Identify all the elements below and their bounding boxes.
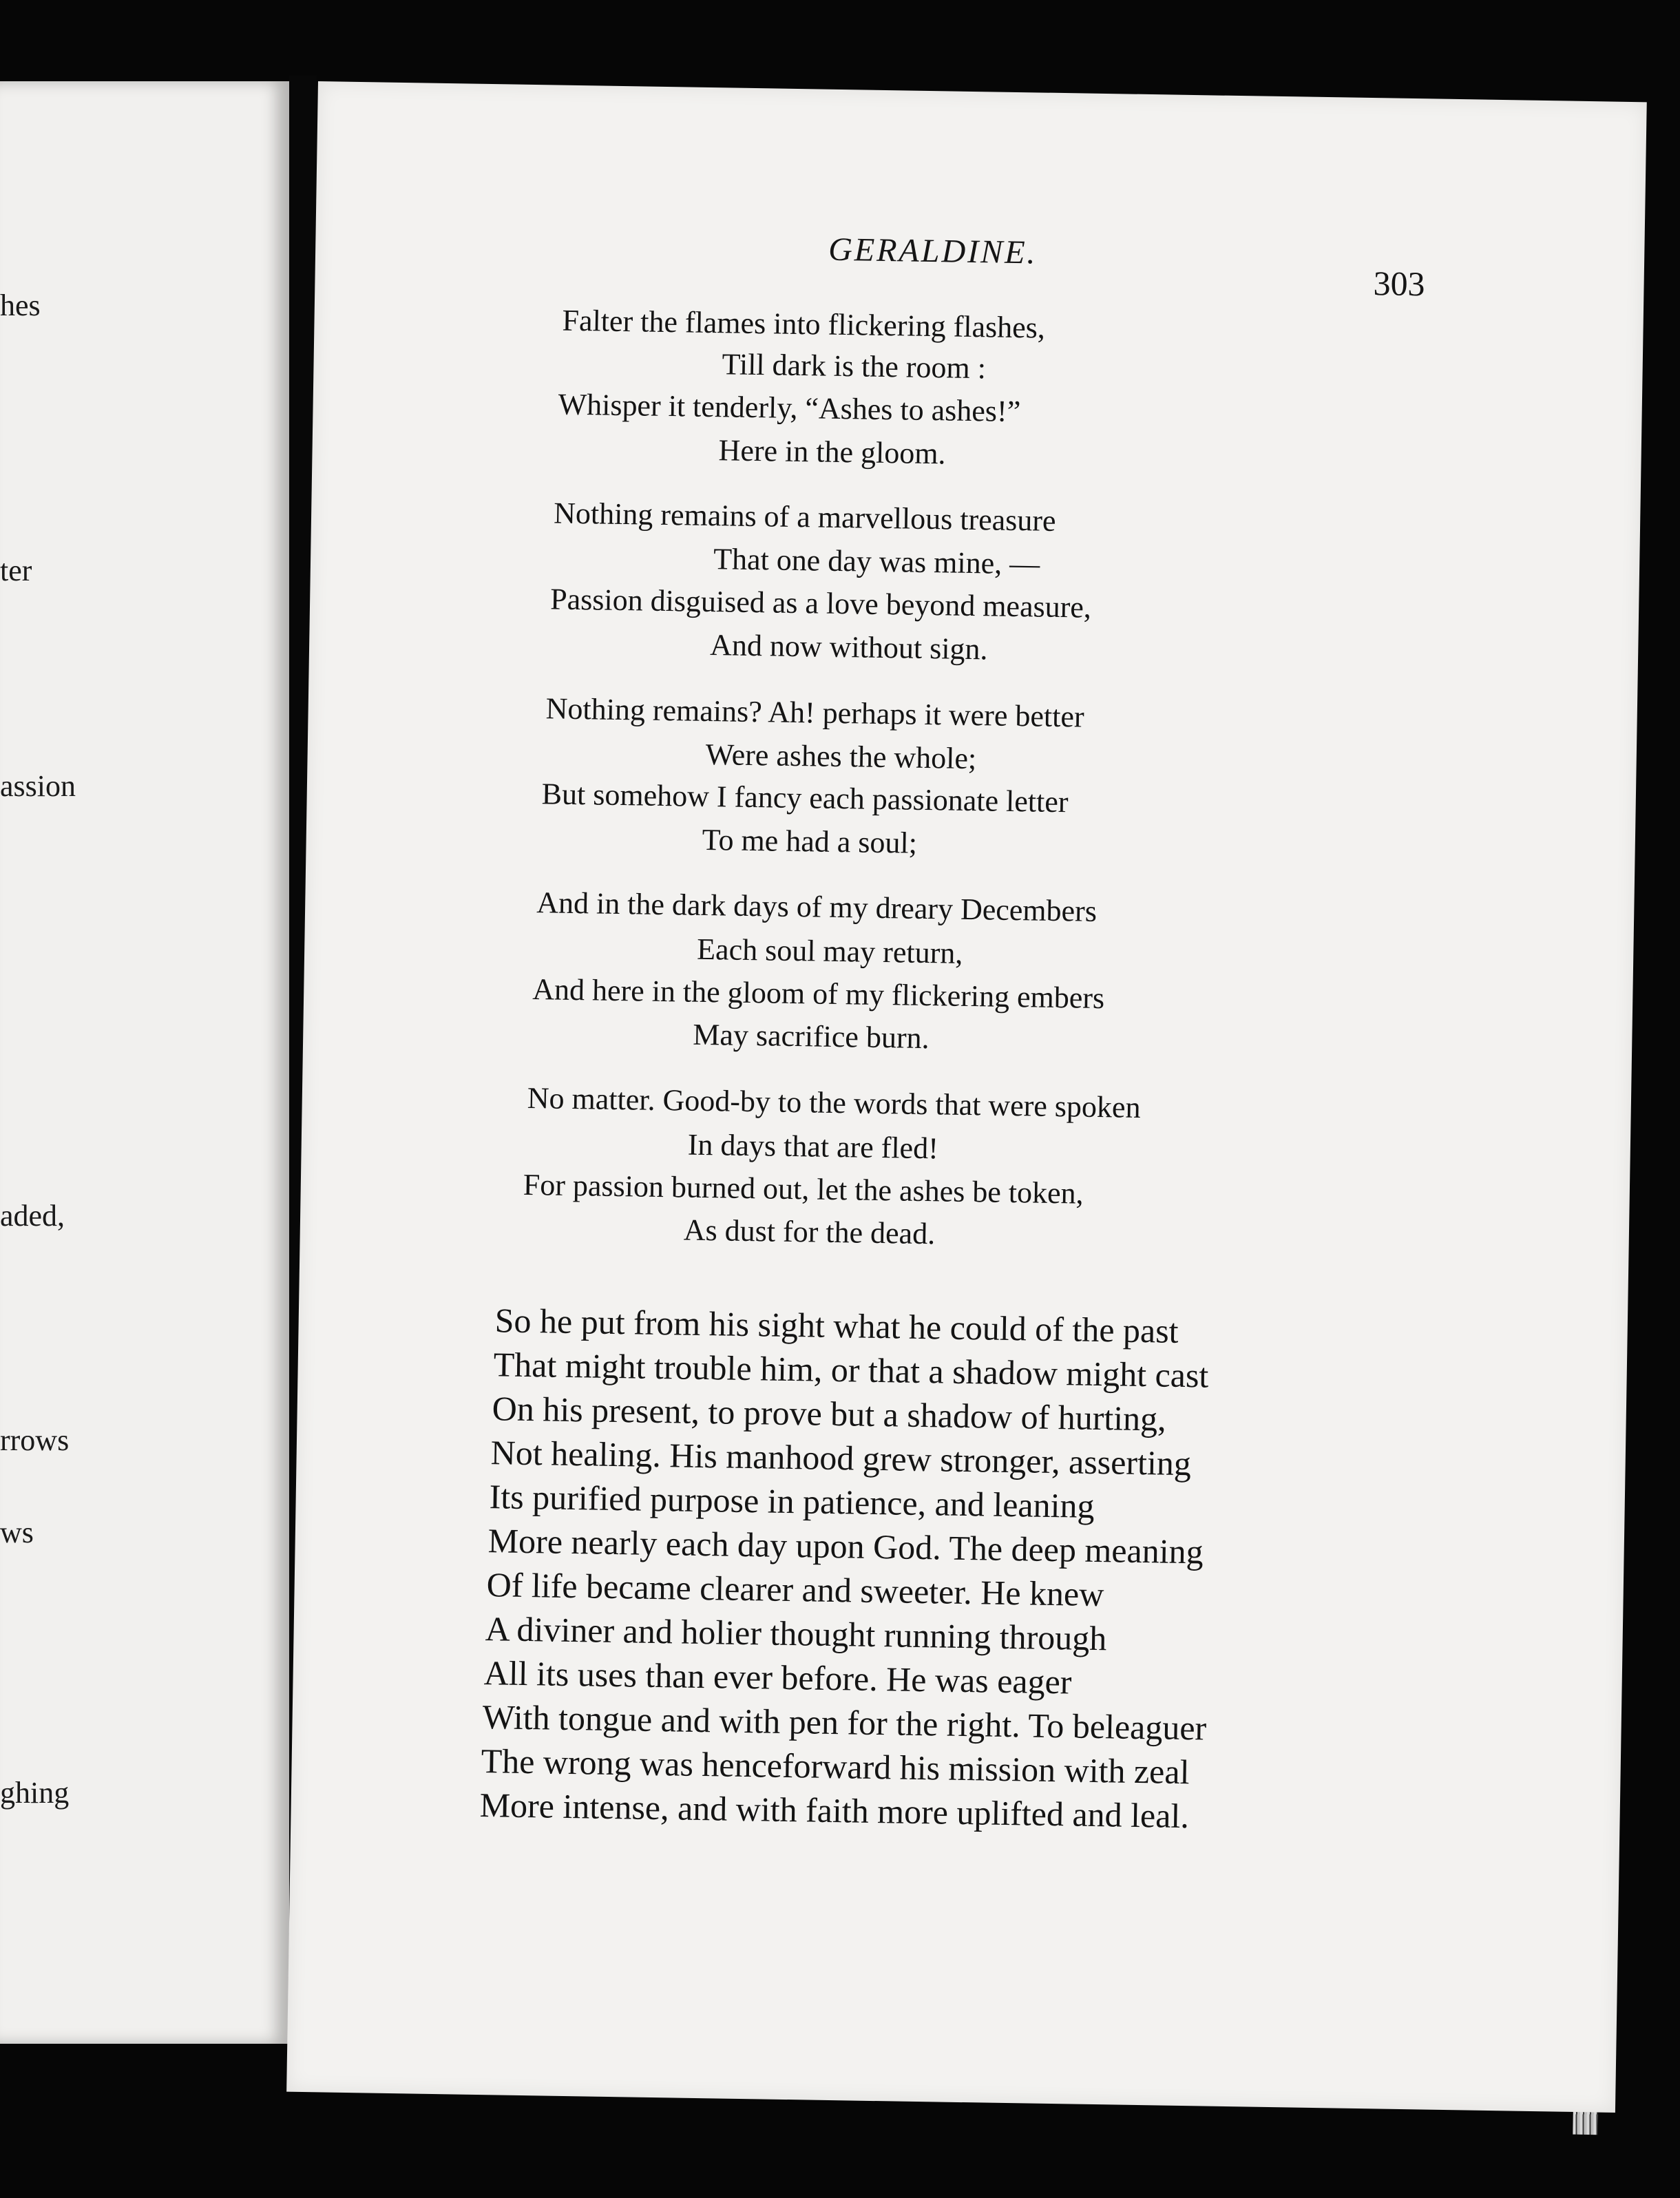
narrative-line: So he put from his sight what he could of the past	[494, 1301, 1179, 1350]
poem-line: To me had a soul;	[702, 822, 918, 860]
narrative-line: A diviner and holier thought running through	[485, 1609, 1107, 1658]
poem-line: Nothing remains? Ah! perhaps it were better	[545, 691, 1084, 734]
poem-line: Whisper it tenderly, “Ashes to ashes!”	[558, 387, 1021, 429]
page-number: 303	[1373, 264, 1426, 304]
poem-line: Were ashes the whole;	[705, 737, 977, 776]
poem-line: No matter. Good-by to the words that were spoken	[527, 1080, 1141, 1124]
narrative-line: With tongue and with pen for the right. To beleaguer	[482, 1697, 1207, 1748]
narrative-line: On his present, to prove but a shadow of hurting,	[492, 1389, 1167, 1438]
narrative-line: Of life became clearer and sweeter. He knew	[486, 1565, 1104, 1614]
poem-line: Till dark is the room :	[722, 347, 987, 386]
poem-line: In days that are fled!	[687, 1127, 939, 1166]
narrative-line: Not healing. His manhood grew stronger, asserting	[490, 1433, 1192, 1483]
poem-line: Passion disguised as a love beyond measure,	[549, 582, 1092, 625]
poem-line: Falter the flames into flickering flashes,	[562, 303, 1046, 345]
left-page	[0, 81, 289, 2044]
left-page-fragment: ter	[0, 554, 32, 587]
poem-line: And here in the gloom of my flickering embers	[532, 972, 1105, 1016]
narrative-line: The wrong was henceforward his mission with zeal	[481, 1741, 1190, 1792]
poem-line: As dust for the dead.	[683, 1213, 936, 1251]
poem-line: Each soul may return,	[696, 932, 963, 970]
poem-line: And in the dark days of my dreary Decembers	[536, 886, 1098, 928]
running-head: GERALDINE.	[828, 231, 1038, 271]
narrative-line: All its uses than ever before. He was eager	[483, 1653, 1072, 1702]
poem-line: Here in the gloom.	[718, 433, 946, 471]
poem-line: May sacrifice burn.	[692, 1017, 930, 1056]
poem-line: And now without sign.	[709, 628, 988, 667]
narrative-line: More nearly each day upon God. The deep meaning	[487, 1521, 1204, 1571]
poem-line: For passion burned out, let the ashes be token,	[523, 1167, 1084, 1211]
narrative-line: That might trouble him, or that a shadow might cast	[493, 1345, 1209, 1395]
left-page-fragment: rrows	[0, 1423, 70, 1457]
left-page-fragment: ghing	[0, 1776, 70, 1810]
poem-line: But somehow I fancy each passionate letter	[541, 777, 1069, 819]
left-page-fragment: hes	[0, 289, 41, 322]
left-page-fragment: assion	[0, 769, 76, 803]
left-page-fragment: aded,	[0, 1199, 65, 1233]
left-page-fragment: ws	[0, 1516, 34, 1549]
narrative-line: Its purified purpose in patience, and leaning	[489, 1477, 1095, 1525]
right-page	[286, 81, 1647, 2113]
narrative-line: More intense, and with faith more uplifted and leal.	[479, 1785, 1190, 1836]
poem-line: That one day was mine, —	[713, 542, 1040, 581]
poem-line: Nothing remains of a marvellous treasure	[553, 496, 1056, 538]
